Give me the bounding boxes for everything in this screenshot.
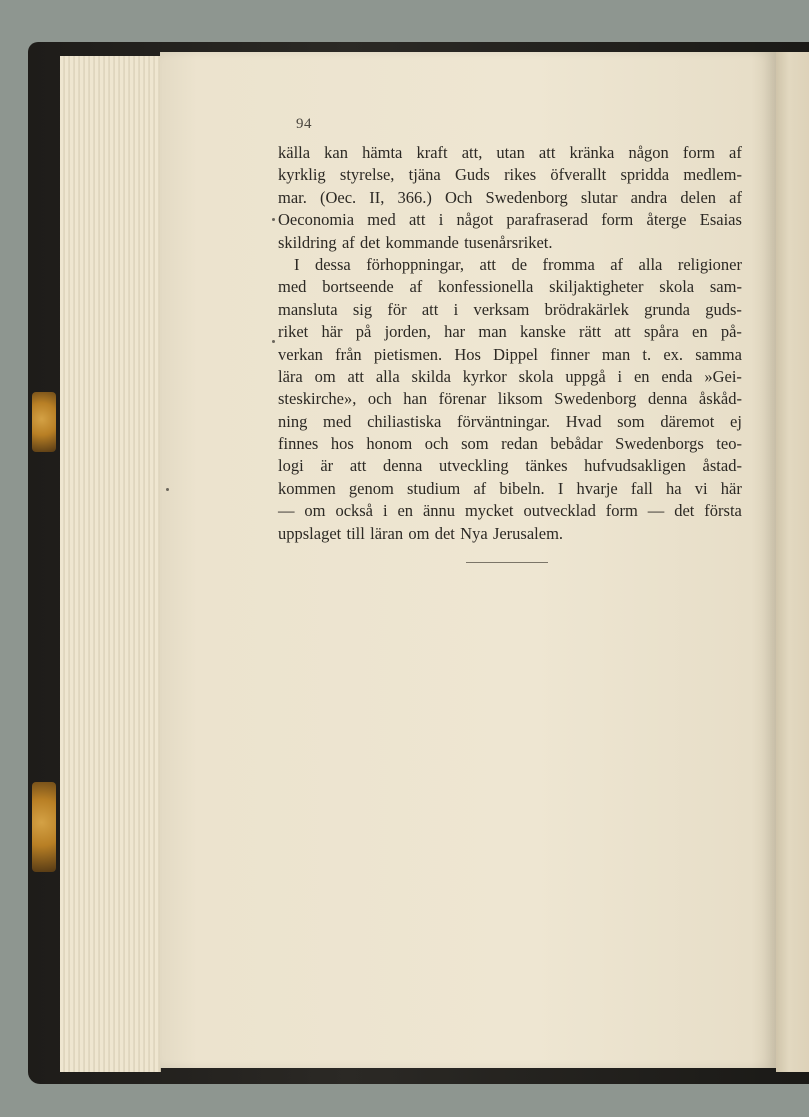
word: åskåd- <box>698 389 742 409</box>
word: lära <box>278 366 303 386</box>
word: Dippel <box>493 344 539 364</box>
word: chiliastiska <box>367 411 442 431</box>
word: i <box>453 299 459 319</box>
word: återge <box>646 210 687 230</box>
word: att, <box>461 143 483 162</box>
word: utveckling <box>439 456 509 476</box>
word: af <box>409 277 423 297</box>
word: om <box>408 523 430 543</box>
word: för <box>387 299 407 319</box>
word: Hos <box>454 344 481 364</box>
page-number: 94 <box>296 116 312 132</box>
word: alla <box>638 254 663 274</box>
word: af <box>473 478 487 498</box>
word: vi <box>694 478 708 498</box>
word: till <box>346 523 365 543</box>
word: andra <box>630 187 668 207</box>
word: man <box>601 344 631 364</box>
word: skiljaktigheter <box>549 277 644 297</box>
word: I <box>294 254 300 274</box>
word: en <box>692 322 708 342</box>
word: teo- <box>716 434 742 454</box>
word: honom <box>366 434 413 454</box>
facing-page-edge <box>776 52 809 1072</box>
word: det <box>360 232 381 252</box>
word: Hvad <box>565 411 602 431</box>
word: i <box>617 366 623 386</box>
margin-mark <box>272 340 275 343</box>
margin-mark <box>272 218 275 221</box>
word: — <box>278 501 295 521</box>
word: första <box>704 501 742 521</box>
word: Swedenborgs <box>615 434 704 454</box>
word: fall <box>630 478 653 498</box>
text-line <box>278 209 742 231</box>
word: Nya <box>460 523 488 543</box>
word: skola <box>518 366 554 386</box>
word: att <box>538 143 556 162</box>
word: och <box>424 434 449 454</box>
word: hämta <box>362 143 403 162</box>
word: 366.) <box>397 187 432 207</box>
word: på <box>355 322 372 342</box>
word: parafraserad <box>506 210 588 230</box>
word: medlem- <box>683 165 742 185</box>
word: ej <box>730 411 742 431</box>
word: åstad- <box>702 456 742 476</box>
word: finnes <box>278 434 319 454</box>
word: studium <box>406 478 461 498</box>
text-line <box>278 187 742 209</box>
word: källa <box>278 143 311 162</box>
word: ex. <box>663 344 684 364</box>
word: de <box>511 254 528 274</box>
word: Swedenborg <box>554 389 637 409</box>
word: öfverallt <box>550 165 607 185</box>
word: »Gei- <box>704 366 742 386</box>
text-line <box>278 411 742 433</box>
word: mycket <box>464 501 514 521</box>
text-line <box>278 366 742 388</box>
word: ning <box>278 411 308 431</box>
word: någon <box>628 143 669 162</box>
text-line <box>278 478 742 500</box>
word: konfessionella <box>438 277 534 297</box>
word: logi <box>278 456 304 476</box>
body-text <box>278 142 742 545</box>
word: kommen <box>278 478 336 498</box>
text-line <box>278 299 742 321</box>
word: är <box>320 456 334 476</box>
word: med <box>278 277 307 297</box>
word: något <box>456 210 494 230</box>
word: på- <box>720 322 742 342</box>
word: styrelse, <box>339 165 395 185</box>
word: bebådar <box>550 434 603 454</box>
word: om <box>304 501 326 521</box>
word: fromma <box>542 254 595 274</box>
word: hos <box>330 434 354 454</box>
word: med <box>323 411 352 431</box>
word: läran <box>370 523 404 543</box>
word: han <box>403 389 428 409</box>
word: förenar <box>438 389 487 409</box>
word: här <box>321 322 343 342</box>
word: uppslaget <box>278 523 342 543</box>
word: af <box>729 143 742 162</box>
word: om <box>314 366 336 386</box>
section-rule <box>466 562 548 563</box>
word: spåra <box>643 322 679 342</box>
word: spridda <box>620 165 670 185</box>
word: I <box>557 478 564 498</box>
word: verksam <box>473 299 530 319</box>
text-line <box>278 433 742 455</box>
word: kraft <box>416 143 448 162</box>
text-line <box>278 142 742 164</box>
word: enda <box>661 366 693 386</box>
word: förhoppningar, <box>366 254 465 274</box>
word: liksom <box>497 389 543 409</box>
word: har <box>444 322 466 342</box>
word: jorden, <box>384 322 431 342</box>
word: att <box>349 456 367 476</box>
word: Jerusalem. <box>492 523 564 543</box>
word: finner <box>550 344 590 364</box>
word: kyrkor <box>462 366 507 386</box>
word: från <box>335 344 362 364</box>
text-line <box>278 523 742 545</box>
word: skola <box>659 277 695 297</box>
word: här <box>720 478 742 498</box>
page-block-edges <box>60 56 161 1072</box>
word: rätt <box>579 322 602 342</box>
word: mar. <box>278 187 307 207</box>
word: att <box>479 254 497 274</box>
word: — <box>647 501 665 521</box>
word: II, <box>369 187 385 207</box>
word: pietismen. <box>373 344 443 364</box>
word: genom <box>348 478 394 498</box>
text-line <box>278 254 742 276</box>
word: en <box>397 501 414 521</box>
word: form <box>682 143 715 162</box>
word: slutar <box>580 187 618 207</box>
word: samma <box>695 344 742 364</box>
word: religioner <box>677 254 742 274</box>
word: Esaias <box>699 210 742 230</box>
word: sam- <box>709 277 742 297</box>
word: riket <box>278 322 309 342</box>
word: Och <box>444 187 473 207</box>
word: i <box>438 210 444 230</box>
word: att <box>408 210 426 230</box>
word: att <box>421 299 439 319</box>
word: kränka <box>569 143 615 162</box>
word: brödrakärlek <box>544 299 629 319</box>
word: kan <box>324 143 348 162</box>
word: tusenårsriket. <box>464 232 553 252</box>
word: dessa <box>314 254 351 274</box>
text-line <box>278 344 742 366</box>
word: man <box>478 322 507 342</box>
word: (Oec. <box>319 187 357 207</box>
word: af <box>729 187 742 207</box>
text-line <box>278 388 742 410</box>
text-line <box>278 232 742 254</box>
word: t. <box>642 344 652 364</box>
word: en <box>633 366 650 386</box>
word: och <box>367 389 392 409</box>
word: form <box>605 501 638 521</box>
word: att <box>614 322 631 342</box>
word: det <box>434 523 455 543</box>
word: alla <box>375 366 400 386</box>
word: det <box>674 501 695 521</box>
word: som <box>617 411 645 431</box>
word: denna <box>382 456 423 476</box>
word: uppgå <box>565 366 606 386</box>
word: Guds <box>454 165 490 185</box>
word: bibeln. <box>499 478 545 498</box>
word: form <box>601 210 634 230</box>
word: Swedenborg <box>485 187 568 207</box>
word: redan <box>501 434 538 454</box>
word: Oeconomia <box>278 210 355 230</box>
word: guds- <box>705 299 742 319</box>
word: förväntningar. <box>457 411 551 431</box>
word: bortseende <box>322 277 394 297</box>
text-line <box>278 321 742 343</box>
word: af <box>341 232 355 252</box>
cover-tortoiseshell-patch <box>32 392 56 452</box>
word: af <box>610 254 624 274</box>
word: tjäna <box>408 165 441 185</box>
word: sig <box>352 299 373 319</box>
cover-tortoiseshell-patch <box>32 782 56 872</box>
word: rikes <box>504 165 537 185</box>
word: mansluta <box>278 299 338 319</box>
word: kanske <box>520 322 566 342</box>
word: grunda <box>644 299 690 319</box>
word: denna <box>647 389 688 409</box>
word: hvarje <box>576 478 618 498</box>
word: hufvudsakligen <box>584 456 686 476</box>
word: outvecklad <box>523 501 596 521</box>
word: steskirche», <box>278 389 357 409</box>
word: däremot <box>660 411 715 431</box>
word: ha <box>666 478 682 498</box>
text-line <box>278 276 742 298</box>
word: med <box>367 210 396 230</box>
word: kommande <box>385 232 459 252</box>
word: utan <box>496 143 525 162</box>
word: ännu <box>422 501 456 521</box>
word: delen <box>680 187 717 207</box>
word: verkan <box>278 344 323 364</box>
text-line <box>278 455 742 477</box>
margin-mark <box>166 488 169 491</box>
word: kyrklig <box>278 165 326 185</box>
word: som <box>461 434 489 454</box>
word: skildring <box>278 232 337 252</box>
word: att <box>347 366 365 386</box>
word: tänkes <box>525 456 568 476</box>
text-line <box>278 164 742 186</box>
word: i <box>382 501 388 521</box>
text-line <box>278 500 742 522</box>
word: också <box>335 501 374 521</box>
word: skilda <box>411 366 451 386</box>
